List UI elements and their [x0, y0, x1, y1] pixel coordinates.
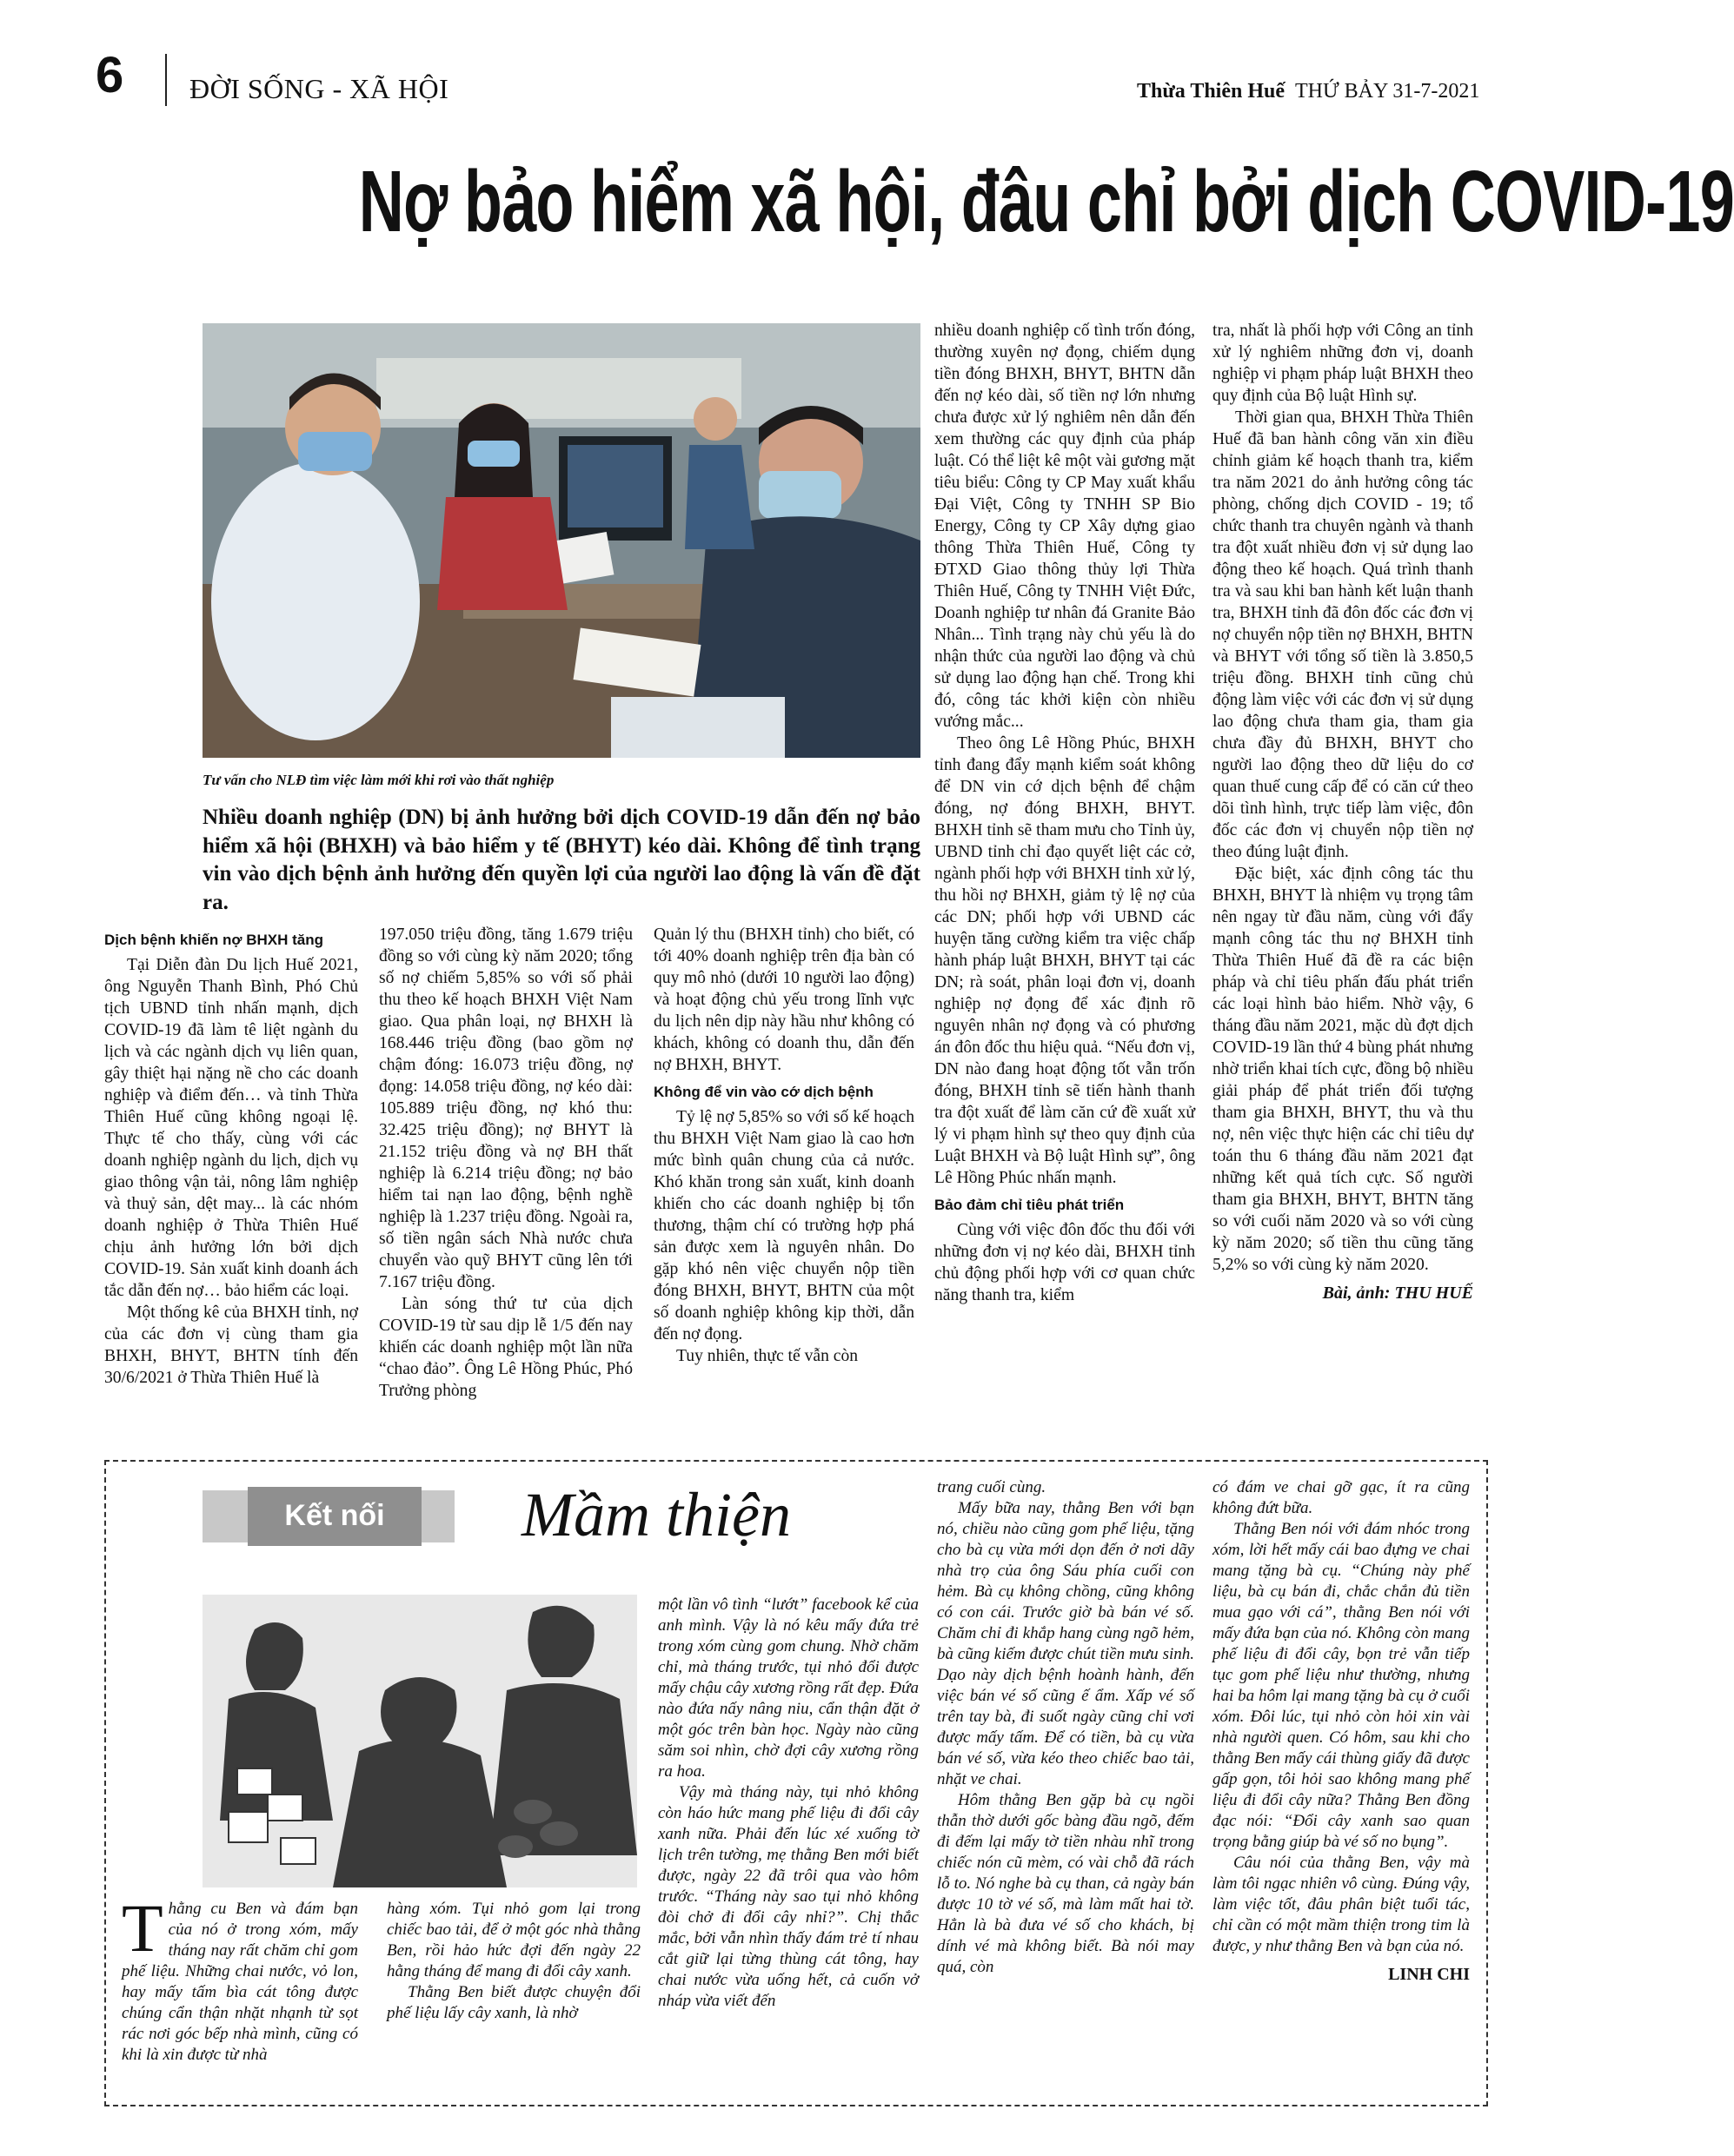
column-tag: Kết nối	[248, 1487, 422, 1546]
paragraph: hàng xóm. Tụi nhỏ gom lại trong chiếc bao tải, để ở một góc nhà thằng Ben, rồi hảo hức đợi đến ngày 22 hằng tháng để mang đi đổi cây xanh.	[387, 1900, 641, 1980]
paragraph: trang cuối cùng.	[937, 1478, 1046, 1496]
paragraph: Làn sóng thứ tư của dịch COVID-19 từ sau dịp lễ 1/5 đến nay khiến các doanh nghiệp một lần nữa “chao đảo”. Ông Lê Hồng Phúc, Phó Trưởng phòng	[379, 1295, 633, 1400]
paragraph: Thằng Ben biết được chuyện đổi phế liệu lấy cây xanh, là nhờ	[387, 1983, 641, 2022]
article-byline: Bài, ảnh: THU HUẾ	[1322, 1284, 1473, 1303]
paragraph: tra, nhất là phối hợp với Công an tỉnh xử lý nghiêm những đơn vị, doanh nghiệp vi phạm pháp luật BHXH theo quy định của Bộ luật Hình sự.	[1212, 322, 1473, 405]
paragraph: Đặc biệt, xác định công tác thu BHXH, BHYT là nhiệm vụ trọng tâm nên ngay từ đầu năm, cùng với đẩy mạnh công tác thu nợ BHXH tỉnh Thừa Thiên Huế đã đề ra các biện pháp và chỉ tiêu phấn đấu phát triển các loại hình bảo hiểm. Nhờ vậy, 6 tháng đầu năm 2021, mặc dù đợt dịch COVID-19 lần thứ 4 bùng phát nhưng nhờ triển khai tích cực, đồng bộ nhiều giải pháp để phát triển đối tượng tham gia BHXH, BHYT, thu và thu nợ, nên việc thực hiện các chỉ tiêu dự toán thu 6 tháng đầu năm 2021 đạt những kết quả tích cực. Số người tham gia BHXH, BHYT, BHTN tăng so với cuối năm 2020 và so với cùng kỳ năm 2020; số tiền thu cũng tăng 5,2% so với cùng kỳ năm 2020.	[1212, 865, 1473, 1274]
paragraph: một lần vô tình “lướt” facebook kể của anh mình. Vậy là nó kêu mấy đứa trẻ trong xóm cùng gom chung. Nhờ chăm chỉ, mà tháng trước, tụi nhỏ đổi được mấy chậu cây xương rồng rất đẹp. Đứa nào đứa nấy nâng niu, cẩn thận đặt ở một góc trên bàn học. Ngày nào cũng săm soi nhìn, chờ đợi cây xương rồng ra hoa.	[658, 1595, 919, 1781]
page-number: 6	[96, 47, 124, 103]
issue-date: THỨ BẢY 31-7-2021	[1295, 80, 1480, 103]
paragraph: Theo ông Lê Hồng Phúc, BHXH tỉnh đang đẩy mạnh kiểm soát không để DN vin cớ dịch bệnh để chậm đóng, nợ đóng BHXH, BHYT. BHXH tỉnh sẽ tham mưu cho Tỉnh ủy, UBND tỉnh chỉ đạo quyết liệt các cở, ngành phối hợp với BHXH tỉnh xử lý, thu hồi nợ BHXH, giảm tỷ lệ nợ của các DN; phối hợp với UBND các huyện tăng cường kiểm tra việc chấp hành pháp luật BHXH, BHYT tại các DN; rà soát, phân loại đơn vị, doanh nghiệp nợ đọng để xác định rõ nguyên nhân nợ đọng và có phương án đôn đốc thu hiệu quả. “Nếu đơn vị, DN nào đang hoạt động tốt vẫn trốn đóng, BHXH tỉnh sẽ tiến hành thanh tra đột xuất để làm căn cứ đề xuất xử lý vi phạm hình sự theo quy định của Luật BHXH và Bộ luật Hình sự”, ông Lê Hồng Phúc nhấn mạnh.	[934, 734, 1195, 1187]
article-photo	[203, 323, 920, 758]
paragraph: Thời gian qua, BHXH Thừa Thiên Huế đã ban hành công văn xin điều chỉnh giảm kế hoạch thanh tra, kiểm tra năm 2021 do ảnh hưởng công tác phòng, chống dịch COVID - 19; tổ chức thanh tra chuyên ngành và thanh tra đột xuất nhiều đơn vị sử dụng lao động theo kế hoạch. Quá trình thanh tra và sau khi ban hành kết luận thanh tra, BHXH tỉnh đã đôn đốc các đơn vị nợ chuyển nộp tiền nợ BHXH, BHTN và BHYT với tổng số tiền là 3.850,5 triệu đồng. BHXH tỉnh cũng chủ động làm việc với các đơn vị sử dụng lao động chưa tham gia, tham gia chưa đầy đủ BHXH, BHYT cho người lao động theo dữ liệu do cơ quan thuế cung cấp để có căn cứ theo dõi tình hình, trực tiếp làm việc, đôn đốc các đơn vị chuyển nộp tiền nợ theo đúng luật định.	[1212, 408, 1473, 861]
story-column-5	[1212, 1477, 1470, 1985]
section-name: ĐỜI SỐNG - XÃ HỘI	[189, 73, 449, 104]
paragraph: Mấy bữa nay, thằng Ben với bạn nó, chiều nào cũng gom phế liệu, tặng cho bà cụ vừa mới dọn đến ở nơi dãy nhà trọ của ông Sáu phía cuối con hẻm. Bà cụ không chồng, cũng không có con cái. Trước giờ bà bán vé số. Chăm chỉ đi khắp hang cùng ngõ hẻm, bà cũng kiếm được chút tiền mưu sinh. Dạo này dịch bệnh hoành hành, đến việc bán vé số cũng ế ẩm. Xấp vé số trên tay bà, đi suốt ngày cũng chỉ vơi được mấy tấm. Để có tiền, bà cụ vừa bán vé số, vừa kéo theo chiếc bao tải, nhặt ve chai.	[937, 1499, 1194, 1788]
article-column-1	[104, 924, 358, 1389]
paragraph: 197.050 triệu đồng, tăng 1.679 triệu đồng so với cùng kỳ năm 2020; tổng số nợ chiếm 5,85% so với số phải thu theo kế hoạch BHXH Việt Nam giao. Qua phân loại, nợ BHXH là 168.446 triệu đồng (bao gồm nợ chậm đóng: 16.073 triệu đồng, nợ đọng: 14.058 triệu đồng, nợ kéo dài: 105.889 triệu đồng, nợ khó thu: 32.425 triệu đồng); nợ BHYT là 21.152 triệu đồng và nợ BH thất nghiệp là 6.214 triệu đồng; nợ bảo hiểm tai nạn lao động, bệnh nghề nghiệp là 1.237 triệu đồng. Ngoài ra, số tiền ngân sách Nhà nước chưa chuyển vào quỹ BHYT cũng lên tới 7.167 triệu đồng.	[379, 925, 633, 1291]
paragraph: Vậy mà tháng này, tụi nhỏ không còn háo hức mang phế liệu đi đổi cây xanh nữa. Phải đến lúc xé xuống tờ lịch trên tường, mẹ thằng Ben mới biết được, ngày 22 đã trôi qua vào hôm trước. “Tháng này sao tụi nhỏ không đòi chở đi đổi cây nhỉ?”. Chị thắc mắc, bởi vẫn nhìn thấy đám trẻ tí nhau cắt giữ lại từng thùng cát tông, hay chai nước vừa uống hết, cả cuốn vở nháp vừa viết đến	[658, 1783, 919, 2010]
article-column-4	[934, 320, 1195, 1306]
paragraph: Câu nói của thằng Ben, vậy mà làm tôi ngạc nhiên vô cùng. Đúng vậy, làm việc tốt, đâu phân biệt tuổi tác, chỉ cần có một mầm thiện trong tim là được, y như thằng Ben và bạn của nó.	[1212, 1854, 1470, 1955]
photo-caption: Tư vấn cho NLĐ tìm việc làm mới khi rơi vào thất nghiệp	[203, 772, 555, 788]
story-column-2	[387, 1899, 641, 2024]
paragraph: Quản lý thu (BHXH tỉnh) cho biết, có tới 40% doanh nghiệp trên địa bàn có quy mô nhỏ (dưới 10 người lao động) và hoạt động chủ yếu trong lĩnh vực du lịch nên dịp này hầu như không có khách, không có doanh thu, dẫn đến nợ BHXH, BHYT.	[654, 925, 914, 1074]
story-column-1	[122, 1890, 358, 2066]
story-author: LINH CHI	[1388, 1965, 1470, 1984]
story-title: Mầm thiện	[522, 1480, 791, 1549]
article-lead: Nhiều doanh nghiệp (DN) bị ảnh hưởng bởi dịch COVID-19 dẫn đến nợ bảo hiểm xã hội (BHXH) và bảo hiểm y tế (BHYT) kéo dài. Không để tình trạng vin vào dịch bệnh ảnh hưởng đến quyền lợi của người lao động là vấn đề đặt ra.	[203, 806, 920, 914]
subhead-targets: Bảo đảm chỉ tiêu phát triển	[934, 1197, 1125, 1213]
paragraph: Hôm thằng Ben gặp bà cụ ngồi thẫn thờ dưới gốc bàng đầu ngõ, đếm đi đếm lại mấy tờ tiền nhàu nhĩ trong chiếc nón cũ mèm, có vài chỗ đã rách lỗ to. Nó nghe bà cụ than, cả ngày bán được 10 tờ vé số, mà làm mất hai tờ. Hẳn là bà đưa vé số cho khách, bị dính vé mà không biết. Bà nói may quá, còn	[937, 1791, 1194, 1976]
subhead-no-excuse: Không để vin vào cớ dịch bệnh	[654, 1084, 874, 1100]
paragraph: Cùng với việc đôn đốc thu đối với những đơn vị nợ kéo dài, BHXH tỉnh chủ động phối hợp với cơ quan chức năng thanh tra, kiểm	[934, 1221, 1195, 1304]
paragraph: Tại Diễn đàn Du lịch Huế 2021, ông Nguyễn Thanh Bình, Phó Chủ tịch UBND tỉnh nhấn mạnh, dịch COVID-19 đã làm tê liệt ngành du lịch và các ngành dịch vụ liên quan, gây thiệt hại nặng nề cho các doanh nghiệp và điểm đến… và tỉnh Thừa Thiên Huế cũng không ngoại lệ. Thực tế cho thấy, cùng với các doanh nghiệp ngành du lịch, dịch vụ giao thông vận tải, nông lâm nghiệp và thuỷ sản, dệt may... là các nhóm doanh nghiệp ở Thừa Thiên Huế chịu ảnh hưởng lớn bởi dịch COVID-19. Sản xuất kinh doanh ách tắc dẫn đến nợ… bảo hiểm các loại.	[104, 956, 358, 1300]
header-divider	[165, 54, 167, 106]
paragraph: có đám ve chai gỡ gạc, ít ra cũng không đứt bữa.	[1212, 1478, 1470, 1517]
story-illustration	[203, 1595, 637, 1887]
article-title: Nợ bảo hiểm xã hội, đâu chỉ bởi dịch COVID-19	[358, 153, 1734, 250]
article-column-2	[379, 924, 633, 1402]
subhead-debt-increase: Dịch bệnh khiến nợ BHXH tăng	[104, 932, 323, 948]
paragraph: Thằng Ben nói với đám nhóc trong xóm, lời hết mấy cái bao đựng ve chai mang tặng bà cụ. “Chúng này phế liệu, bà cụ bán đi, chắc chắn đủ tiền mua gạo với cá”, thằng Ben nói với mấy đứa bạn của nó. Không còn mang phế liệu đi đổi cây, bọn trẻ vẫn tiếp tục gom phế liệu như thường, nhưng hai ba hôm lại mang tặng bà cụ ở cuối xóm. Đôi lúc, tụi nhỏ còn hỏi xin vài nhà người quen. Có hôm, sau khi cho thằng Ben mấy cái thùng giấy đã được gấp gọn, tôi hỏi sao không mang phế liệu đi đổi cây nữa? Thằng Ben đồng đạc nói: “Đổi cây xanh sao quan trọng bằng giúp bà vé số no bụng”.	[1212, 1520, 1470, 1851]
story-column-4	[937, 1477, 1194, 1978]
paragraph: nhiều doanh nghiệp cố tình trốn đóng, thường xuyên nợ đọng, chiếm dụng tiền đóng BHXH, BHYT, BHTN dẫn đến nợ kéo dài, số tiền nợ lớn nhưng chưa được xử lý nghiêm nên dẫn đến xem thường các quy định của pháp luật. Có thể liệt kê một vài gương mặt tiêu biểu: Công ty CP May xuất khẩu Đại Việt, Công ty TNHH SP Bio Energy, Công ty CP Xây dựng giao thông Thừa Thiên Huế, Công ty ĐTXD Giao thông thủy lợi Thừa Thiên Huế, Công ty TNHH Việt Đức, Doanh nghiệp tư nhân đá Granite Bảo Nhân... Tình trạng này chủ yếu là do nhận thức của người lao động và chủ sử dụng lao động hạn chế. Trong khi đó, công tác khởi kiện còn nhiều vướng mắc...	[934, 322, 1195, 731]
children-sketch-image	[203, 1595, 637, 1887]
story-column-3	[658, 1595, 919, 2012]
article-column-5	[1212, 320, 1473, 1304]
paragraph: hằng cu Ben và đám bạn của nó ở trong xóm, mấy tháng nay rất chăm chỉ gom phế liệu. Những chai nước, vỏ lon, hay mấy tấm bìa cát tông được chúng cẩn thận nhặt nhạnh từ sọt rác nơi góc bếp nhà mình, cũng có khi là xin được từ nhà	[122, 1900, 358, 2064]
paragraph: Một thống kê của BHXH tỉnh, nợ của các đơn vị cùng tham gia BHXH, BHYT, BHTN tính đến 30/6/2021 ở Thừa Thiên Huế là	[104, 1304, 358, 1387]
article-column-3	[654, 924, 914, 1367]
drop-cap: T	[122, 1890, 163, 1966]
newspaper-name: Thừa Thiên Huế	[1137, 80, 1286, 103]
office-scene-image	[203, 323, 920, 758]
paragraph: Tỷ lệ nợ 5,85% so với số kế hoạch thu BHXH Việt Nam giao là cao hơn mức bình quân chung của cả nước. Khó khăn trong sản xuất, kinh doanh khiến cho các doanh nghiệp bị tổn thương, thậm chí có trường hợp phá sản được xem là nguyên nhân. Do gặp khó nên việc chuyển nộp tiền đóng BHXH, BHYT, BHTN của một số doanh nghiệp không kịp thời, dẫn đến nợ đọng.	[654, 1108, 914, 1343]
paragraph: Tuy nhiên, thực tế vẫn còn	[676, 1347, 859, 1365]
